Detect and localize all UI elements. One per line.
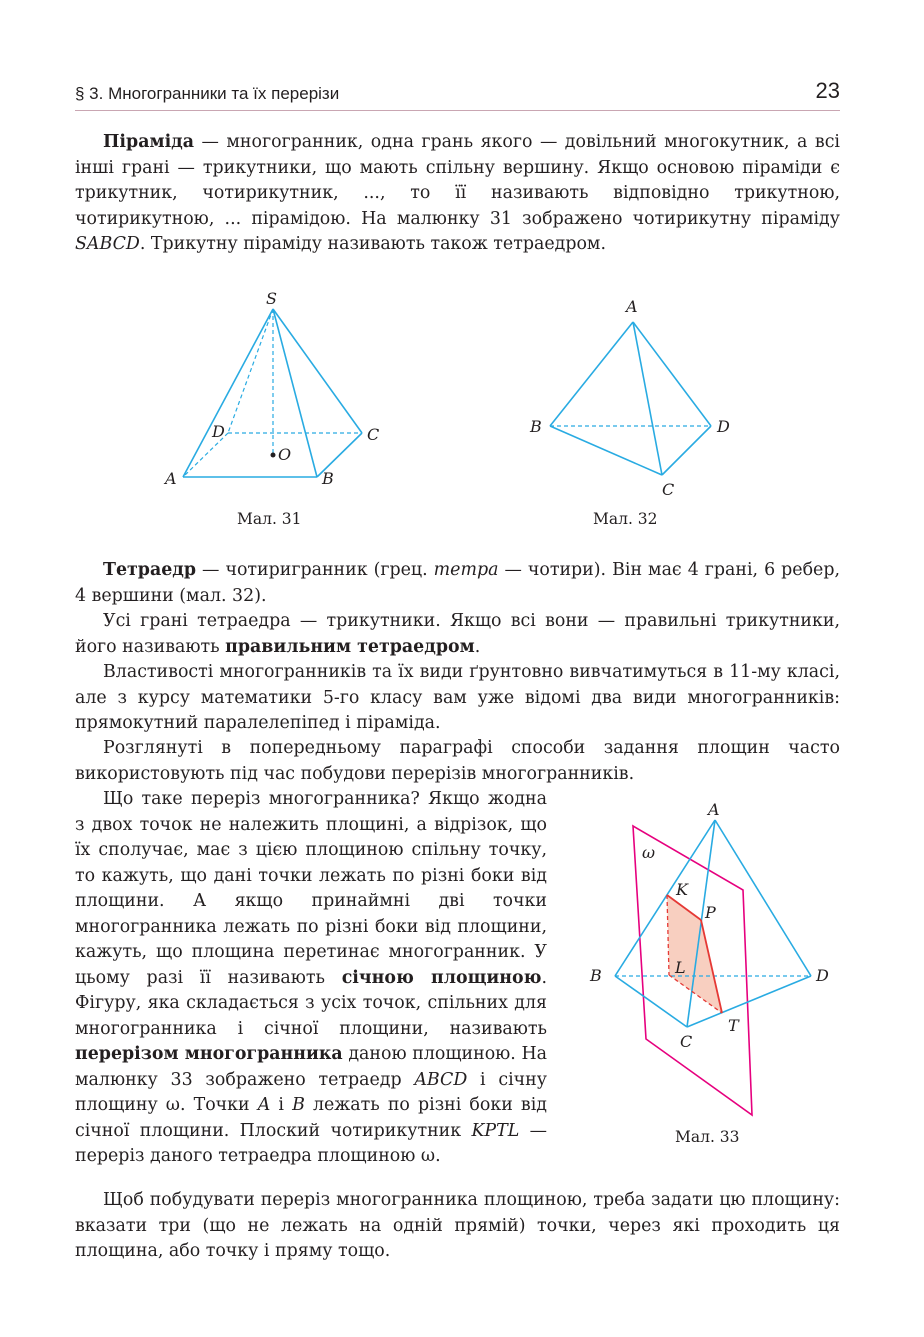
edge-ad [715, 820, 811, 976]
label-b: B [590, 966, 602, 985]
edge-sc [273, 309, 362, 433]
paragraph-text: лежать по різні боки від січної площини. Плоский чотирикутник [75, 1095, 547, 1141]
label-b: B [530, 417, 542, 436]
paragraph-construction [75, 1188, 840, 1265]
label-t: T [728, 1016, 739, 1035]
caption-figure-32: Мал. 32 [593, 510, 658, 528]
paragraph-pyramid-definition [75, 130, 840, 258]
term-tetrahedron: Тетраедр [103, 560, 197, 580]
edge-ab [550, 322, 633, 426]
paragraph-text: — чотири). Він має 4 грані, 6 ребер, 4 вершини (мал. 32). [75, 560, 840, 606]
label-s: S [266, 289, 277, 308]
label-c: C [680, 1032, 693, 1051]
label-a: A [165, 469, 177, 488]
paragraph-regular-tetrahedron [75, 609, 840, 660]
paragraph-text: — чотиригранник (грец. [196, 560, 434, 580]
term-cross-section: перерізом многогранника [75, 1044, 343, 1064]
edge-sd-hidden [228, 309, 273, 433]
paragraph-text: даною площиною. На малюнку 33 зображено тетраедр [75, 1044, 547, 1090]
term-regular-tetrahedron: правильним тетраедром [225, 636, 475, 657]
caption-figure-31: Мал. 31 [237, 510, 302, 528]
label-d: D [816, 966, 829, 985]
paragraph-cross-section [75, 787, 547, 1170]
paragraph-text: і січну площину ω. Точки [75, 1069, 547, 1115]
label-b: B [322, 469, 334, 488]
greek-word: тетра [433, 560, 499, 580]
page-number: 23 [815, 78, 840, 103]
edge-bc [550, 426, 662, 475]
paragraph-text: Щоб побудувати переріз многогранника площиною, треба задати цю площину: вказати три (що не лежать на одній прямій) точки, через які проходить ця площина, або точку і пряму тощо. [75, 1190, 840, 1261]
edge-ad [633, 322, 711, 426]
paragraph-text: Розглянуті в попередньому параграфі способи задання площин часто використовують під час побудови перерізів многогранників. [75, 738, 840, 784]
label-c: C [367, 425, 380, 444]
term-pyramid: Піраміда [103, 132, 195, 152]
label-k: K [676, 880, 688, 899]
figure-33-section [580, 795, 850, 1125]
label-a: A [626, 297, 638, 316]
tetrahedron-name: ABCD [414, 1069, 468, 1090]
paragraph-text: Що таке переріз многогранника? Якщо жодна з двох точок не належить площині, а відрізок, що їх сполучає, має з цією площиною спільну точку, то кажуть, що дані точки лежать по різні боки від площини. А якщо принаймні дві точки многогранника лежать по різні боки від площини, кажуть, що площина перетинає многогранник. У цьому разі її називають [75, 789, 547, 988]
label-l: L [675, 958, 686, 977]
paragraph-text: Усі грані тетраедра — трикутники. Якщо всі вони — правильні трикутники, його називають [75, 611, 840, 657]
pyramid-name: SABCD [75, 234, 140, 254]
point-b-name: B [292, 1095, 305, 1115]
paragraph-text: . [474, 636, 481, 657]
term-cutting-plane: січною площиною [341, 967, 542, 988]
edge-ac [633, 322, 662, 475]
edge-sa [183, 309, 273, 477]
paragraph-tetrahedron-definition [75, 558, 840, 609]
paragraph-text: Властивості многогранників та їх види ґрунтовно вивчатимуться в 11-му класі, але з курсу математики 5-го класу вам уже відомі два види многогранників: прямокутний паралелепіпед і піраміда. [75, 662, 840, 733]
label-d: D [212, 422, 225, 441]
paragraph-text: — многогранник, одна грань якого — довільний многокутник, а всі інші грані — трикутники, що мають спільну вершину. Якщо основою піраміди є трикутник, чотирикутник, ..., то її називають відповідно трикутною, чотирикутною, ... пірамідою. На малюнку 31 зображено чотирикутну піраміду [75, 132, 840, 229]
label-p: P [705, 903, 716, 922]
label-c: C [662, 480, 675, 499]
label-o: O [278, 445, 292, 464]
paragraph-text: і [270, 1095, 293, 1115]
label-a: A [708, 800, 720, 819]
caption-figure-33: Мал. 33 [675, 1128, 740, 1146]
label-omega: ω [642, 843, 656, 862]
figure-31-pyramid [150, 282, 400, 497]
paragraph-text: . Трикутну піраміду називають також тетраедром. [139, 234, 606, 254]
figure-32-tetrahedron [520, 290, 745, 505]
point-o [271, 453, 276, 458]
section-name: KPTL [471, 1120, 520, 1141]
edge-cd [662, 426, 711, 475]
paragraph-text: — переріз даного тетраедра площиною ω. [75, 1120, 547, 1166]
point-a-name: A [257, 1095, 271, 1115]
label-d: D [717, 417, 730, 436]
page-header [75, 78, 840, 111]
paragraph-plane-methods [75, 736, 840, 787]
edge-bc [615, 976, 687, 1027]
paragraph-text: . Фігуру, яка складається з усіх точок, спільних для многогранника і січної площини, називають [75, 967, 547, 1039]
paragraph-properties [75, 660, 840, 737]
section-title: § 3. Многогранники та їх перерізи [75, 84, 340, 103]
